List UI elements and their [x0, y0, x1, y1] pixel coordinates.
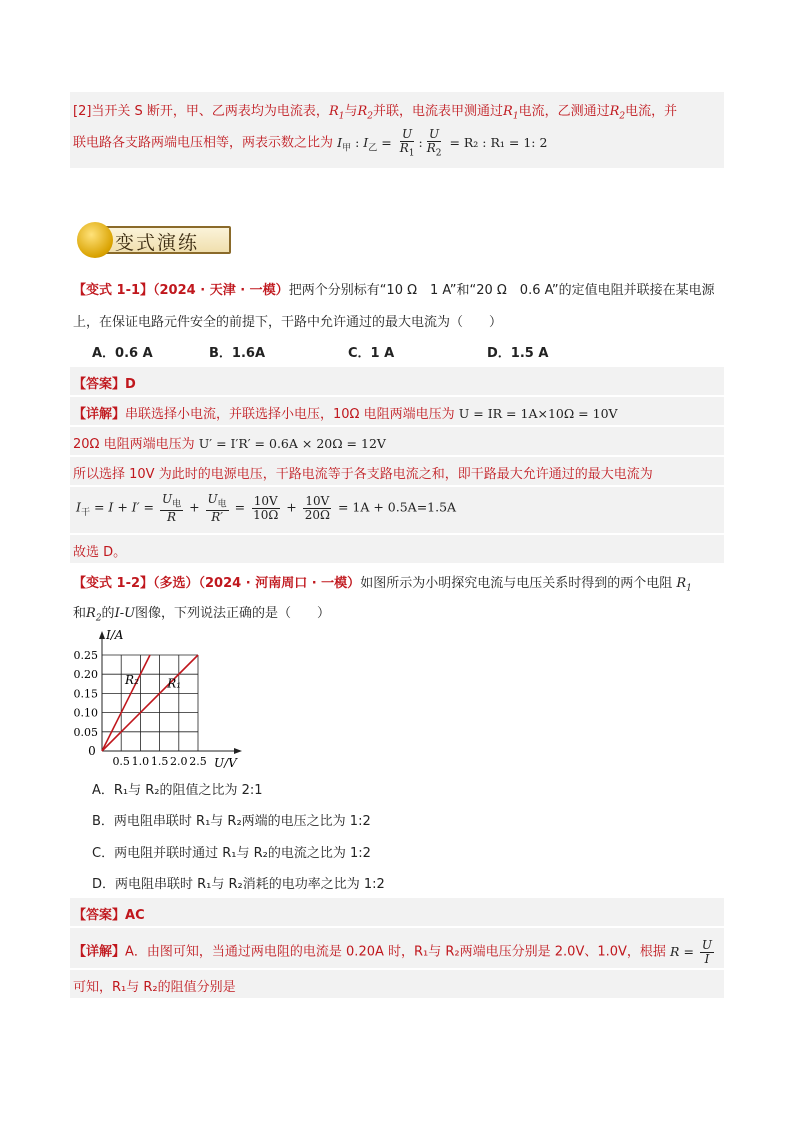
top-detail-and: 与 — [344, 104, 358, 119]
q2-option-c[interactable]: C．两电阻并联时通过 R₁与 R₂的电流之比为 1:2 — [92, 846, 371, 861]
q2-option-d[interactable]: D．两电阻串联时 R₁与 R₂消耗的电功率之比为 1:2 — [92, 877, 385, 892]
x-tick-label: 0.5 — [112, 755, 130, 768]
q1-detail-2-formula: U′ = I′R′ = 0.6A × 20Ω = 12V — [198, 436, 386, 451]
top-detail-end: 电流，并 — [625, 104, 678, 119]
series-r2-label: R₂ — [125, 672, 139, 687]
q1-stem-line-2 — [73, 311, 502, 330]
y-tick-label: 0.20 — [73, 668, 98, 682]
q2-tag: 【变式 1-2】 — [73, 576, 154, 591]
top-detail-block — [70, 92, 724, 168]
q2-detail-row-2 — [70, 970, 724, 998]
series-r1-line — [102, 655, 198, 751]
y-tick-label: 0.15 — [73, 687, 98, 701]
q2-detail-2-text: 可知，R₁与 R₂的阻值分别是 — [73, 980, 236, 995]
q1-detail-1-text: 串联选择小电流，并联选择小电压，10Ω 电阻两端电压为 — [125, 407, 455, 422]
q1-detail-2-text: 20Ω 电阻两端电压为 — [73, 437, 195, 452]
y-axis-label: I/A — [106, 628, 124, 642]
origin-label: 0 — [88, 744, 96, 758]
top-detail-meter-b: 电流，乙测通过 — [518, 104, 610, 119]
q1-stem-line-1 — [73, 279, 715, 298]
section-title: 变式演练 — [115, 232, 200, 254]
q2-detail-row-1 — [70, 928, 724, 968]
q1-detail-5-text: 故选 D。 — [73, 545, 127, 560]
q2-detail-1-text: A．由图可知，当通过两电阻的电流是 0.20A 时，R₁与 R₂两端电压分别是 2.0V、1.0V，根据 — [125, 944, 666, 960]
q1-detail-row-2 — [70, 427, 724, 455]
iu-chart-svg — [70, 625, 250, 775]
q1-detail-row-3 — [70, 457, 724, 485]
q2-text-mid: 的 — [101, 606, 115, 621]
q1-detail-4-formula: $I_干 = I + I'$ = $\frac{U_电}{R}$ + $\frac{U_电}{R'}$ = $\frac{10V}{10\Omega}$ + $\frac{10V}{20\Omega}$ = 1A + 0.5A=1.5A — [76, 492, 457, 524]
q2-answer-row — [70, 898, 724, 926]
top-detail-line-2 — [73, 128, 547, 158]
q2-detail-1-formula: R = $\frac{U}{I}$ — [670, 938, 713, 966]
x-tick-label: 1.5 — [150, 755, 169, 768]
y-tick-label: 0.05 — [73, 725, 98, 739]
q1-text-1: 把两个分别标有“10 Ω 1 A”和“20 Ω 0.6 A”的定值电阻并联接在某电源 — [288, 283, 715, 298]
q1-detail-2 — [73, 433, 386, 452]
y-tick-label: 0.10 — [73, 706, 98, 720]
q1-detail-row-1 — [70, 397, 724, 425]
q2-detail-label: 【详解】 — [73, 944, 126, 960]
q1-answer-label: 【答案】 — [73, 377, 126, 392]
section-header-circle-icon — [77, 222, 113, 258]
q2-stem-line-2: 和$R_2$的I-U图像，下列说法正确的是（ ） — [73, 606, 331, 624]
iu-chart — [70, 625, 250, 775]
y-tick-label: 0.25 — [73, 649, 98, 662]
x-tick-label: 1.0 — [131, 755, 150, 768]
q2-source: （多选）（2024 · 河南周口 · 一模） — [153, 576, 361, 591]
q2-detail-1 — [73, 939, 716, 965]
q2-option-b[interactable]: B．两电阻串联时 R₁与 R₂两端的电压之比为 1:2 — [92, 814, 371, 829]
q1-detail-label: 【详解】 — [73, 407, 126, 422]
q2-answer-value: AC — [125, 908, 145, 923]
q2-text-end: 图像，下列说法正确的是（ ） — [135, 606, 331, 621]
q1-source: （2024 · 天津 · 一模） — [153, 283, 289, 298]
series-r1-label: R₁ — [167, 676, 182, 691]
q2-answer — [73, 904, 145, 923]
ratio-result: = R₂ : R₁ = 1: 2 — [449, 134, 548, 150]
section-header — [77, 222, 233, 258]
q1-detail-1 — [73, 403, 618, 422]
top-detail-text: [2]当开关 S 断开，甲、乙两表均为电流表， — [73, 104, 329, 119]
q1-detail-row-4 — [70, 487, 724, 533]
q1-detail-1-formula: U = IR = 1A×10Ω = 10V — [458, 406, 618, 421]
q1-text-2: 上，在保证电路元件安全的前提下，干路中允许通过的最大电流为（ ） — [73, 315, 503, 330]
q1-detail-3-text: 所以选择 10V 为此时的电源电压，干路电流等于各支路电流之和，即干路最大允许通过的最大电流为 — [73, 467, 653, 482]
x-axis-label: U/V — [214, 756, 237, 770]
q2-answer-label: 【答案】 — [73, 908, 126, 923]
q1-tag: 【变式 1-1】 — [73, 283, 154, 298]
q1-option-c[interactable]: C．1 A — [348, 346, 395, 361]
q1-detail-4-result: = 1A + 0.5A=1.5A — [337, 499, 457, 515]
y-axis-arrow-icon — [99, 631, 105, 639]
x-tick-label: 2.0 — [170, 755, 188, 768]
q1-option-b[interactable]: B．1.6A — [209, 346, 265, 361]
q1-option-a[interactable]: A．0.6 A — [92, 346, 153, 361]
q1-answer-row — [70, 367, 724, 395]
q1-detail-row-5 — [70, 535, 724, 563]
ratio-formula: $I_甲$ : $I_乙$ = $\frac{U}{R_1}$ : $\frac{U}{R_2}$ = R₂ : R₁ = 1: 2 — [337, 127, 548, 158]
q2-text-1: 如图所示为小明探究电流与电压关系时得到的两个电阻 — [360, 576, 673, 591]
top-detail-parallel: 并联，电流表甲测通过 — [373, 104, 504, 119]
q1-answer-value: D — [125, 377, 136, 392]
q2-option-a[interactable]: A．R₁与 R₂的阻值之比为 2:1 — [92, 783, 263, 798]
top-detail-line-1: [2]当开关 S 断开，甲、乙两表均为电流表，$R_1$与$R_2$并联，电流表甲测通过$R_1$电流，乙测通过$R_2$电流，并 — [73, 104, 678, 122]
q2-stem-line-1: 【变式 1-2】（多选）（2024 · 河南周口 · 一模）如图所示为小明探究电流与电压关系时得到的两个电阻 $R_1$ — [73, 576, 692, 594]
x-axis-arrow-icon — [234, 748, 242, 754]
top-detail-line2-text: 联电路各支路两端电压相等，两表示数之比为 — [73, 135, 334, 151]
q1-answer — [73, 373, 136, 392]
x-tick-label: 2.5 — [189, 755, 207, 768]
q1-option-d[interactable]: D．1.5 A — [487, 346, 549, 361]
series-r2-line — [102, 655, 150, 751]
